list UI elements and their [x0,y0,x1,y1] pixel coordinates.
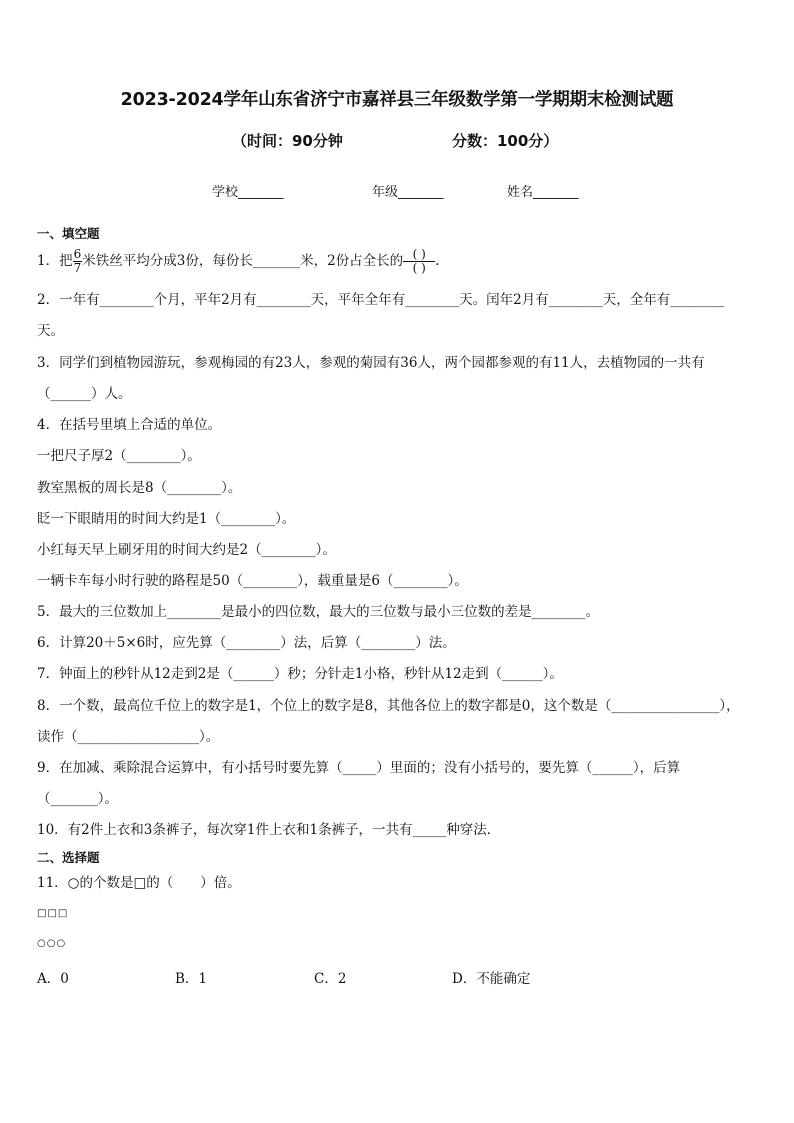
question-6: 6．计算20＋5×6时，应先算（________）法，后算（________）法。 [37,635,456,651]
option-d: D．不能确定 [452,971,531,987]
question-1-text: 米铁丝平均分成3份，每份长_______米，2份占全长的 [82,253,404,269]
question-8-line-1: 8．一个数，最高位千位上的数字是1，个位上的数字是8，其他各位上的数字都是0，这个数是（________________）， [37,698,740,714]
grade-field: 年级_______ [372,185,444,200]
question-4-item-d: 小红每天早上刷牙用的时间大约是2（________）。 [37,542,336,558]
name-field: 姓名_______ [507,185,579,200]
question-4: 4．在括号里填上合适的单位。 [37,417,222,433]
question-2-line-1: 2．一年有________个月，平年2月有________天，平年全年有________天。闰年2月有________天，全年有________ [37,292,725,308]
question-7: 7．钟面上的秒针从12走到2是（______）秒；分针走1小格，秒针从12走到（______）。 [37,666,563,682]
question-1-prefix: 1．把 [37,253,73,269]
fraction-numerator: 6 [73,247,82,261]
fraction-denominator: 7 [73,261,82,275]
question-4-item-e: 一辆卡车每小时行驶的路程是50（________），载重量是6（________）。 [37,573,468,589]
question-3-line-2: （______）人。 [37,386,132,402]
blank-numerator: ( ) [403,248,435,262]
option-c: C．2 [314,971,347,987]
question-8-line-2: 读作（__________________）。 [37,729,220,745]
fraction-six-sevenths [73,248,83,275]
section-fill-in: 一、填空题 [37,226,100,241]
question-9-line-1: 9．在加减、乘除混合运算中，有小括号时要先算（_____）里面的；没有小括号的，要先算（______），后算 [37,760,681,776]
exam-score: 分数：100分） [452,132,559,150]
option-a: A．0 [37,971,69,987]
question-5: 5．最大的三位数加上________是最小的四位数，最大的三位数与最小三位数的差是________。 [37,604,600,620]
question-10: 10．有2件上衣和3条裤子，每次穿1件上衣和1条裤子，一共有_____种穿法． [37,822,501,838]
square-symbols: □□□ [37,908,69,919]
school-field: 学校_______ [212,185,284,200]
question-11: 11．○的个数是□的（ ）倍。 [37,875,241,891]
question-4-item-a: 一把尺子厚2（________）。 [37,448,201,464]
page-title: 2023-2024学年山东省济宁市嘉祥县三年级数学第一学期期末检测试题 [120,90,674,110]
question-1 [37,248,439,275]
question-3-line-1: 3．同学们到植物园游玩，参观梅园的有23人，参观的菊园有36人，两个园都参观的有11人，去植物园的一共有 [37,355,705,371]
question-4-item-c: 眨一下眼睛用的时间大约是1（________）。 [37,511,296,527]
blank-denominator: ( ) [412,261,426,275]
blank-fraction [403,248,435,275]
question-9-line-2: （_______）。 [37,791,118,807]
circle-symbols: ○○○ [37,938,67,949]
question-2-line-2: 天。 [37,323,64,339]
section-choice: 二、选择题 [37,850,100,865]
option-b: B．1 [175,971,208,987]
question-1-suffix: . [435,253,440,269]
exam-time: （时间：90分钟 [232,132,343,150]
question-4-item-b: 教室黑板的周长是8（________）。 [37,480,242,496]
